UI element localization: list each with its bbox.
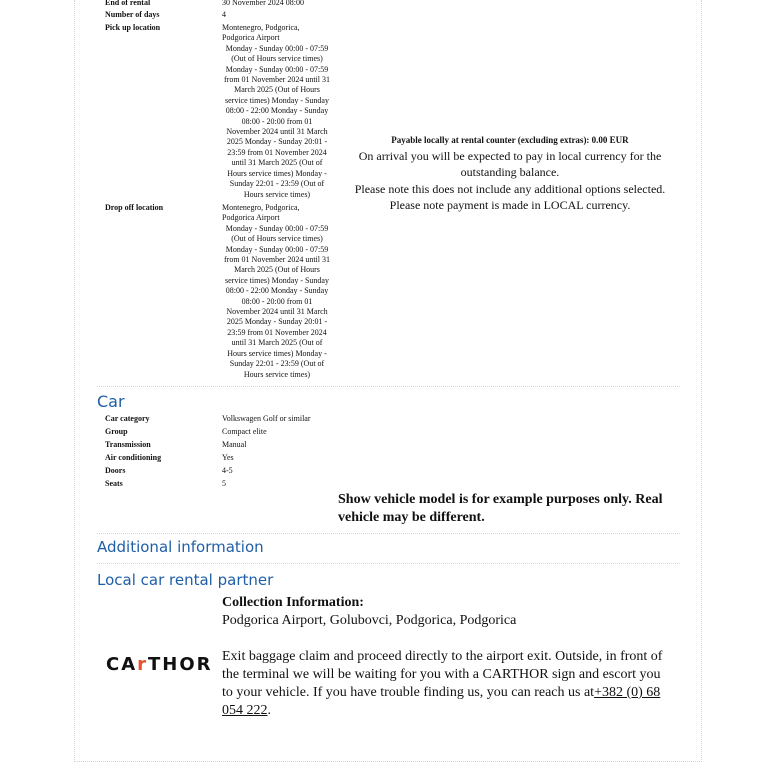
payment-line: Please note this does not include any additional options selected.: [354, 181, 666, 196]
pickup-hours-line: 2025 Monday - Sunday 20:01 -: [226, 137, 328, 147]
car-spec-label: Group: [105, 427, 128, 436]
car-spec-value: Compact elite: [222, 427, 267, 436]
vehicle-model-note: [338, 491, 678, 527]
dropoff-hours-line: March 2025 (Out of Hours: [234, 265, 320, 275]
pickup-location-value: [222, 23, 332, 200]
divider: [97, 386, 680, 387]
divider: [97, 533, 680, 534]
note-line: Show vehicle model is for example purposes only. Real: [338, 492, 663, 507]
pickup-hours-line: from 01 November 2024 until 31: [224, 75, 330, 85]
pickup-address-line: Podgorica Airport: [222, 33, 280, 43]
pickup-hours-line: 08:00 - 22:00 Monday - Sunday: [225, 106, 329, 116]
dropoff-location-value: [222, 203, 332, 380]
dropoff-hours-line: (Out of Hours service times): [231, 234, 323, 244]
dropoff-hours-line: Monday - Sunday 00:00 - 07:59: [225, 223, 329, 233]
phone-link[interactable]: 054 222: [222, 703, 268, 718]
pickup-hours-line: Hours service times): [243, 189, 311, 199]
dropoff-hours-line: 08:00 - 22:00 Monday - Sunday: [225, 286, 329, 296]
divider: [97, 563, 680, 564]
dropoff-hours-line: from 01 November 2024 until 31: [224, 255, 330, 265]
pickup-address-line: Montenegro, Podgorica,: [222, 23, 300, 32]
dropoff-hours-line: 23:59 from 01 November 2024: [227, 327, 327, 337]
pickup-hours-line: Sunday 22:01 - 23:59 (Out of: [229, 179, 325, 189]
car-spec-value: 5: [222, 479, 226, 488]
dropoff-hours-line: November 2024 until 31 March: [226, 307, 328, 317]
car-spec-label: Air conditioning: [105, 453, 162, 462]
instruction-line: the terminal we will be waiting for you with a CARTHOR sign and escort you: [222, 667, 661, 682]
pickup-hours-line: Monday - Sunday 00:00 - 07:59: [225, 43, 329, 53]
instruction-end: .: [267, 703, 271, 718]
payment-info: [340, 132, 680, 213]
end-of-rental-label: End of rental: [105, 0, 151, 7]
dropoff-address-line: Podgorica Airport: [222, 213, 280, 223]
car-spec-value: Yes: [222, 453, 234, 462]
pickup-hours-line: 08:00 - 20:00 from 01: [241, 116, 313, 126]
end-of-rental-value: 30 November 2024 08:00: [222, 0, 304, 7]
car-spec-label: Seats: [105, 479, 123, 488]
payment-line: Please note payment is made in LOCAL currency.: [389, 197, 631, 212]
dropoff-hours-line: Hours service times) Monday -: [227, 348, 327, 358]
dropoff-address-line: Montenegro, Podgorica,: [222, 203, 300, 212]
collection-title: Collection Information:: [222, 595, 364, 610]
pickup-hours-line: March 2025 (Out of Hours: [234, 85, 320, 95]
pickup-hours-line: Hours service times) Monday -: [227, 168, 327, 178]
dropoff-hours-line: 08:00 - 20:00 from 01: [241, 296, 313, 306]
pickup-hours-line: (Out of Hours service times): [231, 54, 323, 64]
instruction-line: Exit baggage claim and proceed directly to the airport exit. Outside, in front of: [222, 649, 663, 664]
collection-instructions: [222, 648, 684, 720]
car-spec-label: Car category: [105, 414, 150, 423]
pickup-hours-line: Monday - Sunday 00:00 - 07:59: [225, 64, 329, 74]
dropoff-hours-line: Sunday 22:01 - 23:59 (Out of: [229, 359, 325, 369]
number-of-days-value: 4: [222, 10, 226, 19]
dropoff-location-label: Drop off location: [105, 203, 164, 212]
dropoff-hours-line: Monday - Sunday 00:00 - 07:59: [225, 244, 329, 254]
carthor-logo: CArTHOR: [106, 654, 213, 675]
payment-line: On arrival you will be expected to pay in local currency for the: [358, 149, 662, 164]
number-of-days-label: Number of days: [105, 10, 160, 19]
payable-locally: Payable locally at rental counter (excluding extras): 0.00 EUR: [391, 135, 629, 145]
pickup-hours-line: 23:59 from 01 November 2024: [227, 147, 327, 157]
car-spec-label: Transmission: [105, 440, 151, 449]
local-partner-heading: Local car rental partner: [97, 571, 274, 589]
pickup-hours-line: service times) Monday - Sunday: [225, 95, 329, 105]
pickup-hours-line: November 2024 until 31 March: [226, 127, 328, 137]
dropoff-hours-line: Hours service times): [243, 369, 311, 379]
car-spec-value: Volkswagen Golf or similar: [222, 414, 311, 423]
car-spec-value: Manual: [222, 440, 247, 449]
dropoff-hours-line: service times) Monday - Sunday: [225, 275, 329, 285]
collection-address: Podgorica Airport, Golubovci, Podgorica, Podgorica: [222, 613, 517, 628]
note-line: vehicle may be different.: [338, 510, 485, 525]
car-heading: Car: [97, 392, 125, 411]
car-spec-value: 4-5: [222, 466, 233, 475]
payment-line: outstanding balance.: [460, 165, 560, 180]
dropoff-hours-line: 2025 Monday - Sunday 20:01 -: [226, 317, 328, 327]
car-spec-label: Doors: [105, 466, 126, 475]
pickup-location-label: Pick up location: [105, 23, 161, 32]
additional-information-heading[interactable]: Additional information: [97, 538, 264, 556]
pickup-hours-line: until 31 March 2025 (Out of: [231, 158, 323, 168]
instruction-line: to your vehicle. If you have trouble finding us, you can reach us at: [222, 685, 595, 700]
phone-link[interactable]: +382 (0) 68: [594, 685, 661, 700]
dropoff-hours-line: until 31 March 2025 (Out of: [231, 338, 323, 348]
